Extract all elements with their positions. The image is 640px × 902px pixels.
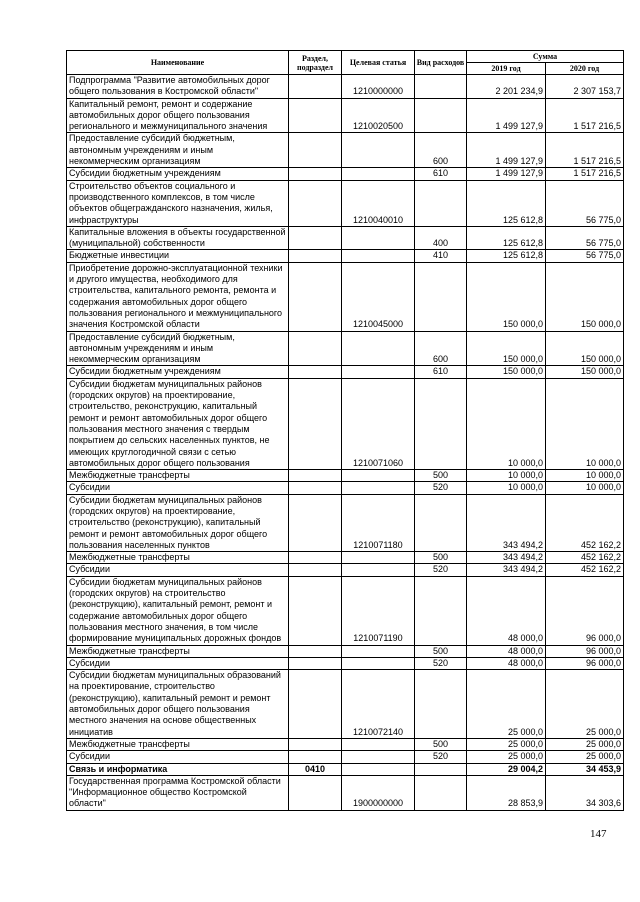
cell-2019: 10 000,0 (467, 482, 546, 494)
table-row (67, 168, 624, 180)
cell-name: Предоставление субсидий бюджетным, автономным учреждениям и иным некоммерческим организациям (67, 133, 289, 168)
budget-table (66, 50, 624, 811)
cell-2020: 452 162,2 (546, 494, 624, 551)
cell-kind (415, 775, 467, 810)
cell-2019: 10 000,0 (467, 470, 546, 482)
table-row (67, 576, 624, 645)
cell-kind (415, 262, 467, 331)
table-row (67, 564, 624, 576)
cell-2019: 150 000,0 (467, 366, 546, 378)
cell-name: Межбюджетные трансферты (67, 738, 289, 750)
cell-2020: 96 000,0 (546, 645, 624, 657)
cell-kind: 520 (415, 751, 467, 763)
cell-2020: 34 303,6 (546, 775, 624, 810)
cell-2019: 25 000,0 (467, 751, 546, 763)
cell-2020: 56 775,0 (546, 180, 624, 226)
cell-2020: 150 000,0 (546, 366, 624, 378)
cell-2020: 56 775,0 (546, 250, 624, 262)
cell-2019: 150 000,0 (467, 331, 546, 366)
cell-target: 1210040010 (342, 180, 415, 226)
cell-2019: 48 000,0 (467, 645, 546, 657)
table-row (67, 366, 624, 378)
cell-2019: 1 499 127,9 (467, 133, 546, 168)
cell-section (289, 133, 342, 168)
cell-name: Государственная программа Костромской области "Информационное общество Костромской области" (67, 775, 289, 810)
cell-section (289, 576, 342, 645)
cell-kind: 520 (415, 482, 467, 494)
cell-section (289, 262, 342, 331)
cell-2019: 25 000,0 (467, 738, 546, 750)
cell-2019: 125 612,8 (467, 180, 546, 226)
table-row (67, 751, 624, 763)
cell-target (342, 168, 415, 180)
cell-2020: 150 000,0 (546, 262, 624, 331)
cell-target (342, 738, 415, 750)
cell-kind: 610 (415, 366, 467, 378)
cell-target (342, 331, 415, 366)
cell-2019: 48 000,0 (467, 576, 546, 645)
table-row (67, 670, 624, 739)
cell-2020: 1 517 216,5 (546, 98, 624, 133)
cell-name: Приобретение дорожно-эксплуатационной техники и другого имущества, необходимого для строительства, капитального ремонта, ремонта и содержания автомобильных дорог общего пользования регионального и межмуниципального значения Костромской области (67, 262, 289, 331)
cell-kind: 600 (415, 331, 467, 366)
cell-target (342, 645, 415, 657)
table-row (67, 482, 624, 494)
table-row (67, 763, 624, 775)
table-row (67, 645, 624, 657)
cell-target: 1210071190 (342, 576, 415, 645)
cell-kind: 610 (415, 168, 467, 180)
cell-2020: 25 000,0 (546, 738, 624, 750)
table-row (67, 378, 624, 469)
header-year-2020: 2020 год (546, 63, 624, 75)
cell-name: Капитальный ремонт, ремонт и содержание автомобильных дорог общего пользования регионального и межмуниципального значения (67, 98, 289, 133)
cell-2019: 2 201 234,9 (467, 75, 546, 99)
cell-section (289, 738, 342, 750)
cell-2019: 343 494,2 (467, 564, 546, 576)
cell-2019: 48 000,0 (467, 657, 546, 669)
table-row (67, 133, 624, 168)
page-number: 147 (590, 828, 607, 840)
cell-target (342, 657, 415, 669)
table-row (67, 494, 624, 551)
cell-target (342, 482, 415, 494)
cell-2020: 10 000,0 (546, 378, 624, 469)
cell-name: Субсидии (67, 751, 289, 763)
cell-target: 1210020500 (342, 98, 415, 133)
cell-name: Подпрограмма "Развитие автомобильных дорог общего пользования в Костромской области" (67, 75, 289, 99)
cell-2019: 1 499 127,9 (467, 168, 546, 180)
cell-section (289, 657, 342, 669)
cell-kind (415, 75, 467, 99)
cell-kind: 500 (415, 645, 467, 657)
cell-2019: 125 612,8 (467, 226, 546, 250)
cell-2019: 25 000,0 (467, 670, 546, 739)
table-row (67, 738, 624, 750)
cell-target (342, 366, 415, 378)
header-kind: Вид расходов (415, 51, 467, 75)
cell-2020: 25 000,0 (546, 751, 624, 763)
cell-2020: 10 000,0 (546, 470, 624, 482)
cell-section (289, 250, 342, 262)
cell-kind: 500 (415, 470, 467, 482)
cell-2020: 34 453,9 (546, 763, 624, 775)
cell-2020: 96 000,0 (546, 576, 624, 645)
cell-target (342, 763, 415, 775)
cell-section (289, 482, 342, 494)
cell-2019: 343 494,2 (467, 494, 546, 551)
cell-section (289, 366, 342, 378)
table-row (67, 262, 624, 331)
cell-section (289, 670, 342, 739)
cell-kind (415, 378, 467, 469)
cell-2020: 452 162,2 (546, 564, 624, 576)
cell-2019: 29 004,2 (467, 763, 546, 775)
cell-2020: 56 775,0 (546, 226, 624, 250)
cell-name: Субсидии (67, 482, 289, 494)
cell-section (289, 552, 342, 564)
cell-name: Субсидии бюджетам муниципальных районов (городских округов) на строительство (реконструкцию), капитальный ремонт, ремонт и содержание автомобильных дорог общего пользования местного значения, в том числе формирование муниципальных дорожных фондов (67, 576, 289, 645)
cell-target (342, 226, 415, 250)
cell-kind: 500 (415, 738, 467, 750)
cell-2019: 28 853,9 (467, 775, 546, 810)
cell-section (289, 168, 342, 180)
cell-kind (415, 670, 467, 739)
table-row (67, 657, 624, 669)
cell-kind (415, 180, 467, 226)
cell-section (289, 75, 342, 99)
cell-kind: 600 (415, 133, 467, 168)
cell-target (342, 133, 415, 168)
cell-target (342, 751, 415, 763)
cell-target: 1210045000 (342, 262, 415, 331)
cell-section (289, 751, 342, 763)
cell-2019: 1 499 127,9 (467, 98, 546, 133)
cell-section (289, 775, 342, 810)
cell-name: Капитальные вложения в объекты государственной (муниципальной) собственности (67, 226, 289, 250)
cell-2019: 125 612,8 (467, 250, 546, 262)
cell-name: Межбюджетные трансферты (67, 552, 289, 564)
cell-section (289, 564, 342, 576)
cell-2020: 96 000,0 (546, 657, 624, 669)
cell-2020: 2 307 153,7 (546, 75, 624, 99)
cell-name: Субсидии бюджетам муниципальных образований на проектирование, строительство (реконструкцию), капитальный ремонт и ремонт автомобильных дорог общего пользования местного значения на основе общественных инициатив (67, 670, 289, 739)
cell-section (289, 98, 342, 133)
cell-target: 1210071180 (342, 494, 415, 551)
cell-target (342, 552, 415, 564)
cell-target (342, 564, 415, 576)
cell-2020: 25 000,0 (546, 670, 624, 739)
cell-section (289, 180, 342, 226)
table-row (67, 226, 624, 250)
cell-section (289, 470, 342, 482)
table-row (67, 775, 624, 810)
table-row (67, 331, 624, 366)
table-row (67, 552, 624, 564)
cell-name: Предоставление субсидий бюджетным, автономным учреждениям и иным некоммерческим организациям (67, 331, 289, 366)
cell-kind: 500 (415, 552, 467, 564)
cell-name: Межбюджетные трансферты (67, 470, 289, 482)
cell-2019: 150 000,0 (467, 262, 546, 331)
table-row (67, 250, 624, 262)
cell-name: Бюджетные инвестиции (67, 250, 289, 262)
table-row (67, 180, 624, 226)
header-name: Наименование (67, 51, 289, 75)
cell-2020: 150 000,0 (546, 331, 624, 366)
cell-section: 0410 (289, 763, 342, 775)
cell-target (342, 250, 415, 262)
cell-target: 1900000000 (342, 775, 415, 810)
cell-target: 1210072140 (342, 670, 415, 739)
cell-name: Субсидии бюджетным учреждениям (67, 168, 289, 180)
header-section: Раздел, подраздел (289, 51, 342, 75)
cell-name: Субсидии (67, 657, 289, 669)
cell-2020: 10 000,0 (546, 482, 624, 494)
cell-name: Строительство объектов социального и производственного комплексов, в том числе объектов общегражданского назначения, жилья, инфраструктуры (67, 180, 289, 226)
cell-name: Межбюджетные трансферты (67, 645, 289, 657)
header-year-2019: 2019 год (467, 63, 546, 75)
cell-2019: 10 000,0 (467, 378, 546, 469)
cell-2020: 1 517 216,5 (546, 168, 624, 180)
cell-kind (415, 576, 467, 645)
cell-name: Субсидии бюджетам муниципальных районов (городских округов) на проектирование, строительство (реконструкцию), капитальный ремонт и ремонт автомобильных дорог общего пользования населенных пунктов (67, 494, 289, 551)
cell-section (289, 226, 342, 250)
cell-name: Субсидии бюджетным учреждениям (67, 366, 289, 378)
cell-section (289, 645, 342, 657)
header-row-1 (67, 51, 624, 63)
header-target: Целевая статья (342, 51, 415, 75)
header-sum: Сумма (467, 51, 624, 63)
cell-section (289, 378, 342, 469)
cell-2019: 343 494,2 (467, 552, 546, 564)
cell-name: Субсидии бюджетам муниципальных районов (городских округов) на проектирование, строительство, реконструкцию, капитальный ремонт и ремонт автомобильных дорог общего пользования местного значения с твердым покрытием до сельских населенных пунктов, не имеющих круглогодичной связи с сетью автомобильных дорог общего пользования (67, 378, 289, 469)
cell-kind (415, 494, 467, 551)
cell-section (289, 331, 342, 366)
cell-name: Связь и информатика (67, 763, 289, 775)
table-row (67, 470, 624, 482)
cell-kind (415, 98, 467, 133)
cell-2020: 1 517 216,5 (546, 133, 624, 168)
cell-kind (415, 763, 467, 775)
cell-2020: 452 162,2 (546, 552, 624, 564)
cell-target: 1210071060 (342, 378, 415, 469)
cell-section (289, 494, 342, 551)
cell-kind: 400 (415, 226, 467, 250)
table-row (67, 75, 624, 99)
cell-kind: 520 (415, 657, 467, 669)
cell-target (342, 470, 415, 482)
cell-name: Субсидии (67, 564, 289, 576)
cell-target: 1210000000 (342, 75, 415, 99)
cell-kind: 410 (415, 250, 467, 262)
table-row (67, 98, 624, 133)
table-body (67, 75, 624, 811)
cell-kind: 520 (415, 564, 467, 576)
